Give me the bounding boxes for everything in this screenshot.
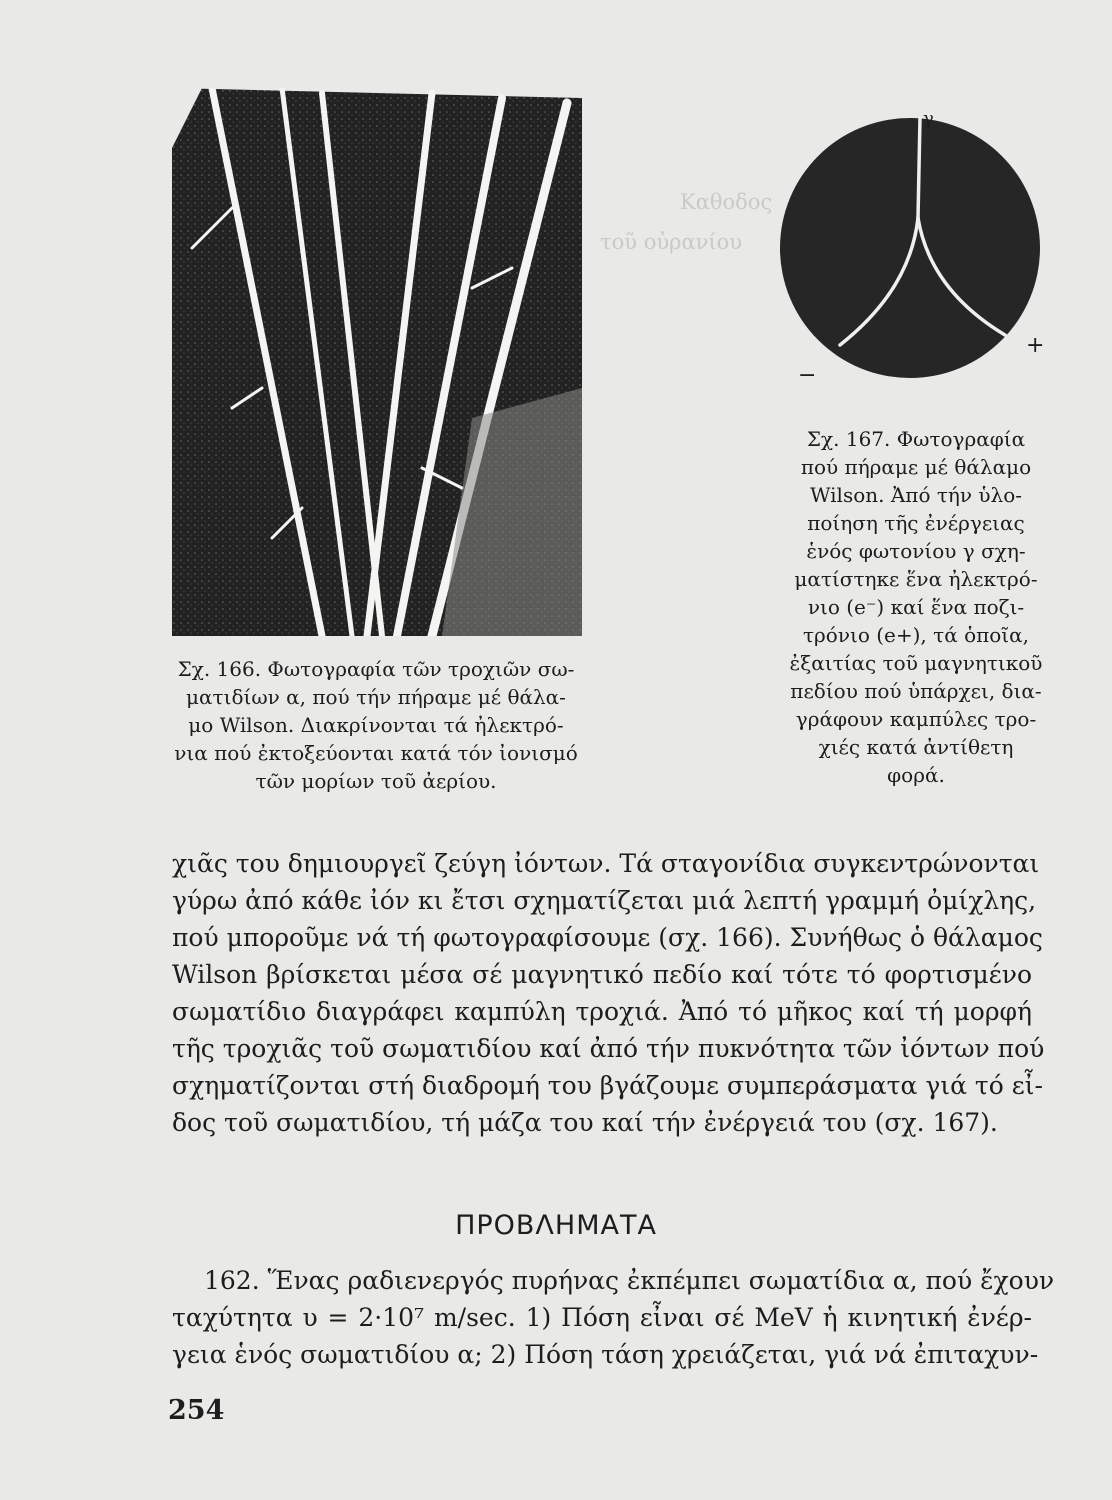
caption-line: Σχ. 166. Φωτογραφία τῶν τροχιῶν σω-: [177, 657, 575, 681]
text-line: σωματίδιο διαγράφει καμπύλη τροχιά. Ἀπό τό μῆκος καί τή μορφή: [172, 997, 1032, 1026]
caption-line: πού πήραμε μέ θάλαμο: [800, 455, 1032, 479]
text-line: Wilson βρίσκεται μέσα σέ μαγνητικό πεδίο καί τότε τό φορτισμένο: [172, 960, 1032, 989]
text-line: γύρω ἀπό κάθε ἰόν κι ἔτσι σχηματίζεται μιά λεπτή γραμμή ὀμίχλης,: [172, 886, 1037, 915]
caption-line: Wilson. Ἀπό τήν ὑλο-: [809, 483, 1023, 507]
alpha-tracks-image: [172, 88, 582, 636]
text-line: ταχύτητα υ = 2·10⁷ m/sec. 1) Πόση εἶναι σέ MeV ἡ κινητική ἐνέρ-: [172, 1303, 1032, 1332]
caption-line: τῶν μορίων τοῦ ἀερίου.: [255, 769, 497, 793]
figure-166-photo: [172, 88, 582, 636]
plus-label: +: [1026, 333, 1045, 358]
text-line: πού μποροῦμε νά τή φωτογραφίσουμε (σχ. 166). Συνήθως ὁ θάλαμος: [172, 923, 1043, 952]
caption-line: νια πού ἐκτοξεύονται κατά τόν ἰονισμό: [174, 741, 578, 765]
bleed-text: Καθοδος: [680, 190, 773, 214]
caption-line: ματιδίων α, πού τήν πήραμε μέ θάλα-: [186, 685, 566, 709]
caption-line: ἑνός φωτονίου γ σχη-: [806, 539, 1026, 563]
text-line: τῆς τροχιᾶς τοῦ σωματιδίου καί ἀπό τήν πυκνότητα τῶν ἰόντων πού: [172, 1034, 1045, 1063]
gamma-label: γ: [923, 108, 934, 129]
caption-line: φορά.: [887, 763, 945, 787]
problem-162: [172, 1262, 1055, 1373]
page-number: 254: [168, 1395, 225, 1426]
caption-line: ποίηση τῆς ἐνέργειας: [807, 511, 1025, 535]
body-paragraph: [172, 845, 1045, 1141]
caption-line: νιο (e⁻) καί ἕνα ποζι-: [807, 595, 1025, 619]
caption-line: μο Wilson. Διακρίνονται τά ἠλεκτρό-: [188, 713, 564, 737]
caption-line: Σχ. 167. Φωτογραφία: [806, 427, 1026, 451]
text-line: δος τοῦ σωματιδίου, τή μάζα του καί τήν ἐνέργειά του (σχ. 167).: [172, 1108, 998, 1137]
bleed-text: τοῦ οὐρανίου: [600, 230, 743, 254]
text-line: χιᾶς του δημιουργεῖ ζεύγη ἰόντων. Τά σταγονίδια συγκεντρώνονται: [172, 849, 1040, 878]
pair-production-image: [770, 100, 1050, 390]
minus-label: −: [798, 363, 817, 388]
figure-167-photo: [770, 100, 1050, 390]
section-heading: ΠΡΟΒΛΗΜΑΤΑ: [455, 1210, 657, 1241]
figure-167-caption: [786, 425, 1046, 789]
caption-line: ματίστηκε ἕνα ἠλεκτρό-: [794, 567, 1038, 591]
text-line: σχηματίζονται στή διαδρομή του βγάζουμε συμπεράσματα γιά τό εἶ-: [172, 1071, 1043, 1100]
text-line: γεια ἑνός σωματιδίου α; 2) Πόση τάση χρειάζεται, γιά νά ἐπιταχυν-: [172, 1340, 1039, 1369]
caption-line: ἐξαιτίας τοῦ μαγνητικοῦ: [789, 651, 1043, 675]
figure-166-caption: [166, 655, 586, 795]
caption-line: χιές κατά ἀντίθετη: [818, 735, 1014, 759]
caption-line: γράφουν καμπύλες τρο-: [795, 707, 1037, 731]
text-line: 162. Ἕνας ραδιενεργός πυρήνας ἐκπέμπει σωματίδια α, πού ἔχουν: [204, 1266, 1055, 1295]
caption-line: πεδίου πού ὑπάρχει, δια-: [790, 679, 1042, 703]
caption-line: τρόνιο (e+), τά ὁποῖα,: [802, 623, 1030, 647]
